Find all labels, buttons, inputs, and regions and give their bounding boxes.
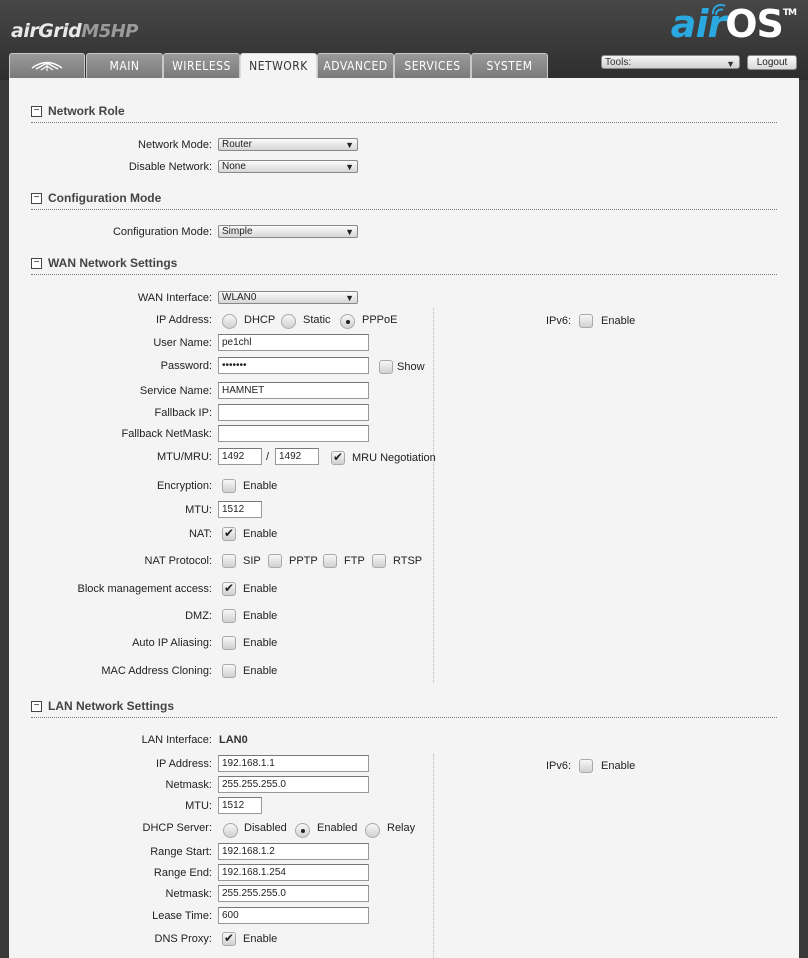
fallback-netmask-label: Fallback NetMask: [121,428,212,440]
ubiquiti-logo-icon [30,59,64,73]
disable-network-label: Disable Network: [128,161,212,173]
lan-mtu-input[interactable]: 1512 [218,797,262,814]
encryption-enable-label: Enable [243,480,278,492]
dhcp-netmask-input[interactable]: 255.255.255.0 [218,885,369,902]
auto-ip-aliasing-enable-label: Enable [243,637,278,649]
mtu-mru-label: MTU/MRU: [157,451,212,463]
block-management-checkbox[interactable] [222,582,236,596]
network-settings-panel [9,78,799,958]
wan-ipv6-enable-label: Enable [601,315,636,327]
mac-cloning-label: MAC Address Cloning: [101,665,212,677]
section-wan-network-settings [31,258,777,275]
mru-negotiation-checkbox[interactable] [331,451,345,465]
wireless-waves-icon [711,2,731,16]
block-management-enable-label: Enable [243,583,278,595]
nat-ftp-checkbox[interactable] [323,554,337,568]
lan-ipv6-label: IPv6: [546,760,572,772]
lan-ipv6-enable-label: Enable [601,760,636,772]
password-input[interactable]: ••••••• [218,357,369,374]
lan-ip-address-label: IP Address: [155,758,212,770]
dmz-enable-label: Enable [243,610,278,622]
dhcp-relay-radio[interactable] [365,823,380,838]
dhcp-enabled-label: Enabled [317,822,358,834]
chevron-down-icon: ▼ [726,59,735,69]
encryption-label: Encryption: [156,480,212,492]
range-end-label: Range End: [153,867,212,879]
nat-protocol-label: NAT Protocol: [144,555,212,567]
range-end-input[interactable]: 192.168.1.254 [218,864,369,881]
mtu-mru-separator: / [266,451,270,463]
dhcp-netmask-label: Netmask: [165,888,212,900]
encryption-checkbox[interactable] [222,479,236,493]
dhcp-disabled-label: Disabled [244,822,287,834]
wan-ipv6-checkbox[interactable] [579,314,593,328]
dns-proxy-label: DNS Proxy: [154,933,212,945]
configuration-mode-select[interactable] [218,225,358,238]
chevron-down-icon: ▼ [345,140,354,150]
fallback-netmask-input[interactable] [218,425,369,442]
auto-ip-aliasing-label: Auto IP Aliasing: [132,637,212,649]
tab-network[interactable]: NETWORK [240,53,317,79]
lease-time-input[interactable]: 600 [218,907,369,924]
mac-cloning-checkbox[interactable] [222,664,236,678]
logout-button[interactable]: Logout [747,55,797,70]
lan-ip-address-input[interactable]: 192.168.1.1 [218,755,369,772]
mac-cloning-enable-label: Enable [243,665,278,677]
nat-ftp-label: FTP [344,555,365,567]
service-name-label: Service Name: [139,385,212,397]
network-mode-label: Network Mode: [138,139,212,151]
tab-advanced[interactable]: ADVANCED [317,53,394,78]
nat-label: NAT: [188,528,212,540]
logo-air: air [670,2,726,46]
tab-wireless[interactable]: WIRELESS [163,53,240,78]
chevron-down-icon: ▼ [345,227,354,237]
dhcp-enabled-radio[interactable] [295,823,310,838]
ip-pppoe-radio[interactable] [340,314,355,329]
chevron-down-icon: ▼ [345,162,354,172]
range-start-label: Range Start: [150,846,212,858]
user-name-label: User Name: [153,337,212,349]
collapse-icon[interactable]: − [31,258,42,269]
show-password-label: Show [397,361,425,373]
section-lan-network-settings [31,701,777,718]
pppoe-mtu-input[interactable]: 1492 [218,448,262,465]
range-start-input[interactable]: 192.168.1.2 [218,843,369,860]
logo-os: OS [725,2,783,46]
section-configuration-mode [31,193,777,210]
section-network-role [31,106,777,123]
nat-pptp-label: PPTP [289,555,318,567]
ip-pppoe-label: PPPoE [362,314,398,326]
logo-trademark: TM [782,8,796,18]
nat-sip-checkbox[interactable] [222,554,236,568]
tools-select[interactable] [601,55,740,69]
dmz-label: DMZ: [185,610,212,622]
section-title: Network Role [48,104,125,118]
nat-rtsp-checkbox[interactable] [372,554,386,568]
section-title: WAN Network Settings [48,256,178,270]
wan-mtu-input[interactable]: 1512 [218,501,262,518]
dns-proxy-enable-label: Enable [243,933,278,945]
nat-pptp-checkbox[interactable] [268,554,282,568]
lan-ipv6-checkbox[interactable] [579,759,593,773]
tab-services[interactable]: SERVICES [394,53,471,78]
wan-interface-select[interactable] [218,291,358,304]
fallback-ip-label: Fallback IP: [154,407,212,419]
service-name-input[interactable]: HAMNET [218,382,369,399]
lan-netmask-input[interactable]: 255.255.255.0 [218,776,369,793]
lan-netmask-label: Netmask: [165,779,212,791]
section-title: LAN Network Settings [48,699,175,713]
collapse-icon[interactable]: − [31,106,42,117]
tab-ubnt-logo[interactable] [9,53,85,78]
fallback-ip-input[interactable] [218,404,369,421]
nat-sip-label: SIP [243,555,261,567]
wan-ip-address-label: IP Address: [155,314,212,326]
show-password-checkbox[interactable] [379,360,393,374]
disable-network-value: None [222,161,246,172]
user-name-input[interactable]: pe1chl [218,334,369,351]
block-management-label: Block management access: [77,583,212,595]
lan-interface-label: LAN Interface: [141,734,212,746]
brand-name: airGrid [11,20,82,42]
disable-network-select[interactable] [218,160,358,173]
lan-mtu-label: MTU: [185,800,212,812]
dmz-checkbox[interactable] [222,609,236,623]
dhcp-disabled-radio[interactable] [223,823,238,838]
configuration-mode-label: Configuration Mode: [112,226,212,238]
dhcp-server-label: DHCP Server: [142,822,212,834]
wan-interface-label: WAN Interface: [137,292,212,304]
lease-time-label: Lease Time: [152,910,212,922]
configuration-mode-value: Simple [222,226,253,237]
pppoe-mru-input[interactable]: 1492 [275,448,319,465]
dns-proxy-checkbox[interactable] [222,932,236,946]
header-bar [0,0,808,80]
collapse-icon[interactable]: − [31,193,42,204]
mru-negotiation-label: MRU Negotiation [352,452,436,464]
ip-static-radio[interactable] [281,314,296,329]
section-title: Configuration Mode [48,191,162,205]
network-mode-value: Router [222,139,253,150]
tab-main[interactable]: MAIN [86,53,163,78]
collapse-icon[interactable]: − [31,701,42,712]
column-divider [433,754,434,958]
lan-interface-value: LAN0 [219,734,248,746]
wan-interface-value: WLAN0 [222,292,257,303]
ip-static-label: Static [303,314,331,326]
product-brand [11,20,138,42]
nat-checkbox[interactable] [222,527,236,541]
ip-dhcp-radio[interactable] [222,314,237,329]
nat-enable-label: Enable [243,528,278,540]
ip-dhcp-label: DHCP [244,314,276,326]
airos-logo [671,2,796,46]
wan-mtu-label: MTU: [185,504,212,516]
wan-ipv6-label: IPv6: [546,315,572,327]
network-mode-select[interactable] [218,138,358,151]
auto-ip-aliasing-checkbox[interactable] [222,636,236,650]
tools-select-value: Tools: [605,57,632,68]
password-label: Password: [160,360,212,372]
column-divider [433,308,434,683]
nat-rtsp-label: RTSP [393,555,423,567]
chevron-down-icon: ▼ [345,293,354,303]
dhcp-relay-label: Relay [387,822,416,834]
tab-system[interactable]: SYSTEM [471,53,548,78]
brand-model: M5HP [81,21,138,42]
